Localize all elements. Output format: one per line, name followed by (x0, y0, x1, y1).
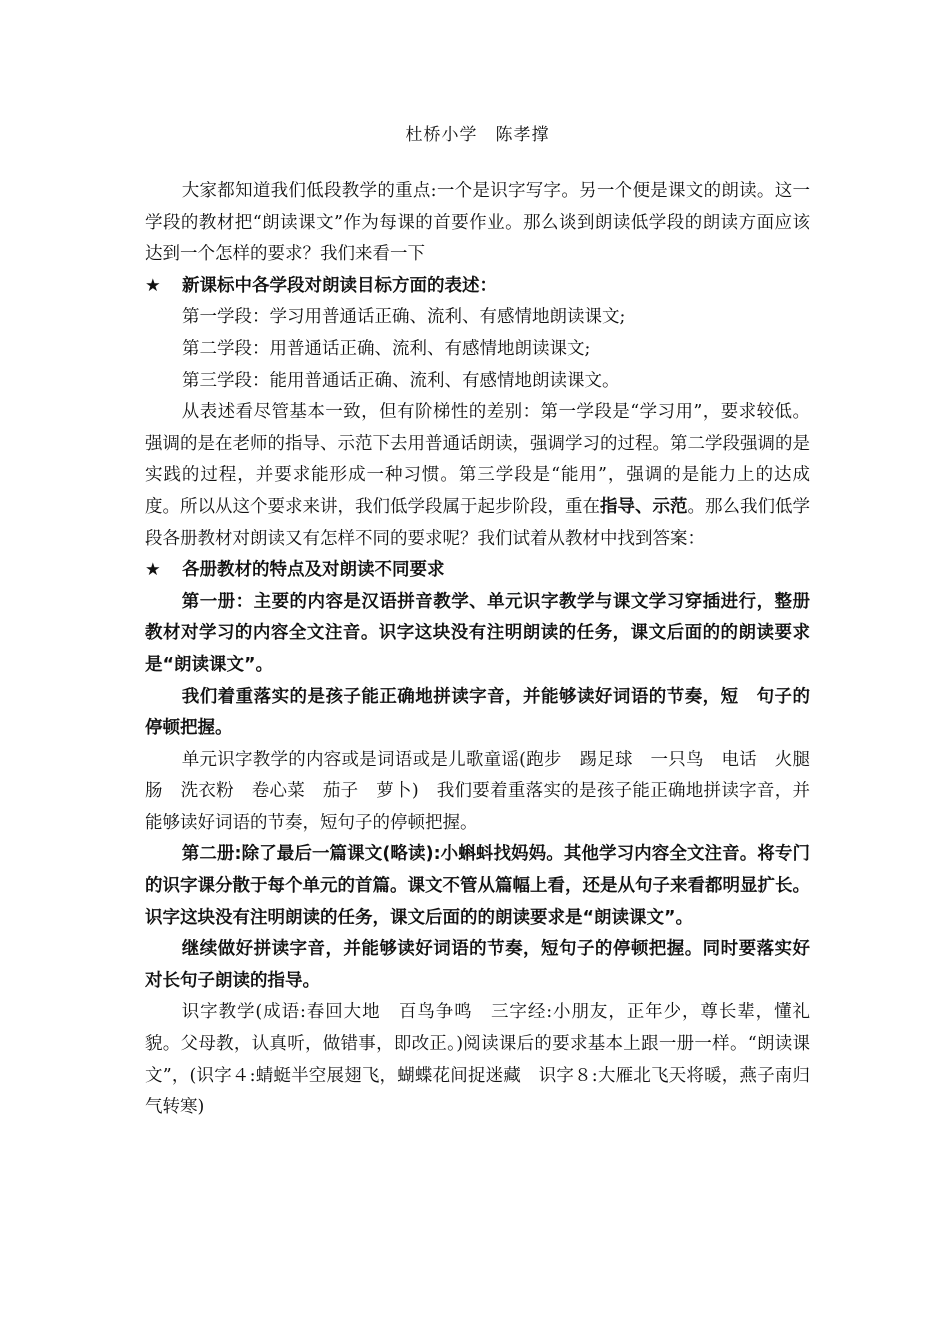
star-icon: ★ (145, 275, 161, 296)
analysis-emphasis: 指导、示范 (600, 496, 688, 517)
section-title: 各册教材的特点及对朗读不同要求 (182, 560, 445, 581)
analysis-text-end: 。那么我们低学段各册教材对朗读又有怎样不同的要求呢？我们试着从教材中找到答案： (145, 496, 810, 549)
stage-item: 第二学段：用普通话正确、流利、有感情地朗读课文; (182, 338, 591, 359)
book2-focus-paragraph: 继续做好拼读字音，并能够读好词语的节奏，短句子的停顿把握。同时要落实好对长句子朗读的指导。 (145, 939, 810, 991)
analysis-text: 从表述看尽管基本一致，但有阶梯性的差别：第一学段是“学习用”，要求较低。强调的是在老师的指导、示范下去用普通话朗读，强调学习的过程。第二学段强调的是实践的过程，并要求能形成一种习惯。第三学段是“能用”，强调的是能力上的达成度。所以从这个要求来讲，我们低学段属于起步阶段，重在 (145, 402, 810, 517)
book1-unit-paragraph: 单元识字教学的内容或是词语或是儿歌童谣(跑步 踢足球 一只鸟 电话 火腿肠 洗衣粉 卷心菜 茄子 萝卜) 我们要着重落实的是孩子能正确地拼读字音，并能够读好词语的节奏，短句子的停顿把握。 (145, 749, 810, 833)
section-title: 新课标中各学段对朗读目标方面的表述： (182, 275, 497, 296)
intro-paragraph: 大家都知道我们低段教学的重点:一个是识字写字。另一个便是课文的朗读。这一学段的教材把“朗读课文”作为每课的首要作业。那么谈到朗读低学段的朗读方面应该达到一个怎样的要求？我们来看一下 (145, 181, 810, 265)
stage-item: 第一学段：学习用普通话正确、流利、有感情地朗读课文; (182, 307, 626, 328)
author-line: 杜桥小学 陈孝撑 (405, 125, 550, 145)
book2-literacy-paragraph: 识字教学(成语:春回大地 百鸟争鸣 三字经:小朋友，正年少，尊长辈，懂礼貌。父母教，认真听，做错事，即改正。)阅读课后的要求基本上跟一册一样。“朗读课文”，(识字４:蜻蜓半空展翅飞，蝴蝶花间捉迷藏 识字８:大雁北飞天将暖，燕子南归气转寒) (145, 1002, 810, 1118)
book1-focus-paragraph: 我们着重落实的是孩子能正确地拼读字音，并能够读好词语的节奏，短 句子的停顿把握。 (145, 686, 810, 739)
section-heading-textbooks (145, 555, 810, 587)
star-icon: ★ (145, 560, 161, 581)
book2-paragraph: 第二册:除了最后一篇课文(略读):小蝌蚪找妈妈。其他学习内容全文注音。将专门的识字课分散于每个单元的首篇。课文不管从篇幅上看，还是从句子来看都明显扩长。识字这块没有注明朗读的任务，课文后面的的朗读要求是“朗读课文”。 (145, 844, 810, 928)
document-page (145, 120, 810, 1124)
section-heading-curriculum (145, 271, 810, 303)
analysis-paragraph (145, 397, 810, 555)
book1-paragraph: 第一册：主要的内容是汉语拼音教学、单元识字教学与课文学习穿插进行，整册教材对学习的内容全文注音。识字这块没有注明朗读的任务，课文后面的的朗读要求是“朗读课文”。 (145, 591, 810, 675)
stage-item: 第三学段：能用普通话正确、流利、有感情地朗读课文。 (182, 370, 620, 391)
